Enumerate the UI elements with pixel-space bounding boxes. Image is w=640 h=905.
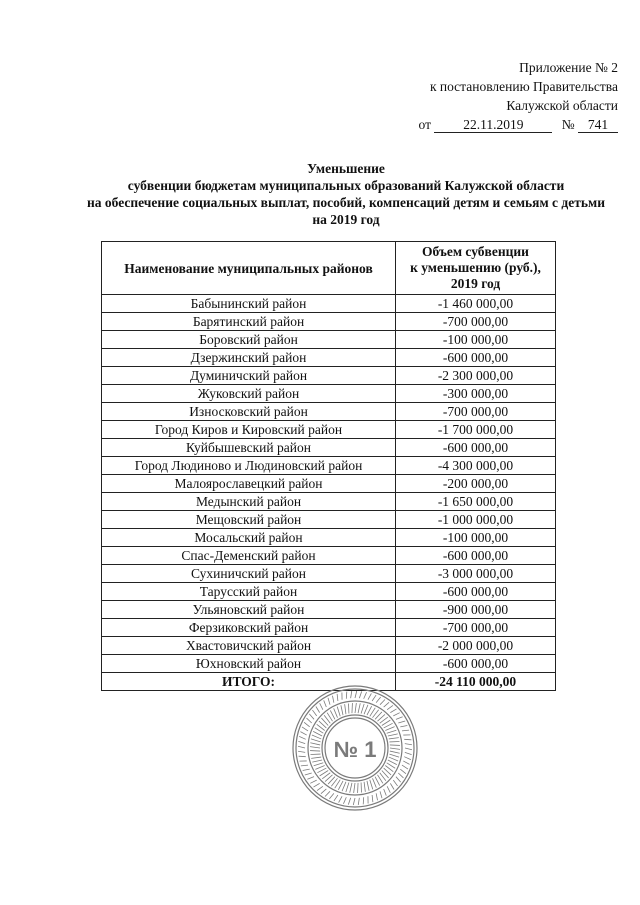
title-line-3: на обеспечение социальных выплат, пособий, компенсаций детям и семьям с детьми xyxy=(87,195,605,210)
title-line-4: на 2019 год xyxy=(312,212,380,227)
appendix-resolution: к постановлению Правительства xyxy=(429,79,618,94)
resolution-date: 22.11.2019 xyxy=(434,117,552,133)
subvention-value: -700 000,00 xyxy=(396,313,556,331)
appendix-block xyxy=(419,58,619,134)
subvention-value: -3 000 000,00 xyxy=(396,565,556,583)
table-row xyxy=(102,295,556,313)
resolution-number: 741 xyxy=(578,117,618,133)
district-name: Дзержинский район xyxy=(102,349,396,367)
appendix-date-line xyxy=(419,115,619,134)
table-row xyxy=(102,601,556,619)
subvention-value: -900 000,00 xyxy=(396,601,556,619)
subvention-value: -300 000,00 xyxy=(396,385,556,403)
subvention-value: -2 000 000,00 xyxy=(396,637,556,655)
subvention-value: -1 460 000,00 xyxy=(396,295,556,313)
district-name: Тарусский район xyxy=(102,583,396,601)
table-row xyxy=(102,403,556,421)
official-seal xyxy=(290,683,420,813)
subvention-value: -600 000,00 xyxy=(396,583,556,601)
subvention-value: -600 000,00 xyxy=(396,655,556,673)
district-name: Износковский район xyxy=(102,403,396,421)
subvention-value: -700 000,00 xyxy=(396,619,556,637)
header-value-line-3: 2019 год xyxy=(450,276,501,291)
subvention-value: -1 650 000,00 xyxy=(396,493,556,511)
appendix-region: Калужской области xyxy=(506,98,618,113)
district-name: Малоярославецкий район xyxy=(102,475,396,493)
document-title xyxy=(60,160,632,228)
district-name: Медынский район xyxy=(102,493,396,511)
title-line-1: Уменьшение xyxy=(307,161,385,176)
table-row xyxy=(102,367,556,385)
district-name: Хвастовичский район xyxy=(102,637,396,655)
district-name: Город Киров и Кировский район xyxy=(102,421,396,439)
table-row xyxy=(102,619,556,637)
district-name: Жуковский район xyxy=(102,385,396,403)
table-row xyxy=(102,529,556,547)
header-district-name: Наименование муниципальных районов xyxy=(102,242,396,295)
number-label: № xyxy=(561,117,575,132)
table-row xyxy=(102,547,556,565)
district-name: Барятинский район xyxy=(102,313,396,331)
district-name: Спас-Деменский район xyxy=(102,547,396,565)
subvention-value: -100 000,00 xyxy=(396,529,556,547)
seal-center-number: № 1 xyxy=(333,737,377,762)
subvention-value: -600 000,00 xyxy=(396,547,556,565)
table-row xyxy=(102,637,556,655)
table-row xyxy=(102,331,556,349)
table-row xyxy=(102,313,556,331)
header-subvention-amount xyxy=(396,242,556,295)
district-name: Думиничский район xyxy=(102,367,396,385)
subvention-value: -700 000,00 xyxy=(396,403,556,421)
from-label: от xyxy=(418,117,431,132)
table-row xyxy=(102,349,556,367)
subvention-value: -4 300 000,00 xyxy=(396,457,556,475)
title-line-2: субвенции бюджетам муниципальных образований Калужской области xyxy=(127,178,565,193)
header-value-line-2: к уменьшению (руб.), xyxy=(410,260,541,275)
subvention-value: -1 000 000,00 xyxy=(396,511,556,529)
district-name: Ферзиковский район xyxy=(102,619,396,637)
subvention-value: -200 000,00 xyxy=(396,475,556,493)
table-header-row xyxy=(102,242,556,295)
district-name: Бабынинский район xyxy=(102,295,396,313)
subvention-table xyxy=(101,241,556,691)
table-row xyxy=(102,439,556,457)
subvention-value: -100 000,00 xyxy=(396,331,556,349)
table-row xyxy=(102,457,556,475)
district-name: Боровский район xyxy=(102,331,396,349)
table-row xyxy=(102,385,556,403)
district-name: Город Людиново и Людиновский район xyxy=(102,457,396,475)
table-row xyxy=(102,421,556,439)
subvention-value: -600 000,00 xyxy=(396,439,556,457)
district-name: Куйбышевский район xyxy=(102,439,396,457)
table-row xyxy=(102,511,556,529)
district-name: Мосальский район xyxy=(102,529,396,547)
subvention-value: -1 700 000,00 xyxy=(396,421,556,439)
appendix-title: Приложение № 2 xyxy=(519,60,618,75)
table-row xyxy=(102,655,556,673)
table-row xyxy=(102,493,556,511)
header-value-line-1: Объем субвенции xyxy=(422,244,529,259)
district-name: Ульяновский район xyxy=(102,601,396,619)
district-name: Юхновский район xyxy=(102,655,396,673)
district-name: Сухиничский район xyxy=(102,565,396,583)
table-row xyxy=(102,475,556,493)
district-name: Мещовский район xyxy=(102,511,396,529)
table-row xyxy=(102,565,556,583)
subvention-value: -2 300 000,00 xyxy=(396,367,556,385)
table-row xyxy=(102,583,556,601)
total-label: ИТОГО: xyxy=(102,673,396,691)
total-value: -24 110 000,00 xyxy=(396,673,556,691)
subvention-value: -600 000,00 xyxy=(396,349,556,367)
